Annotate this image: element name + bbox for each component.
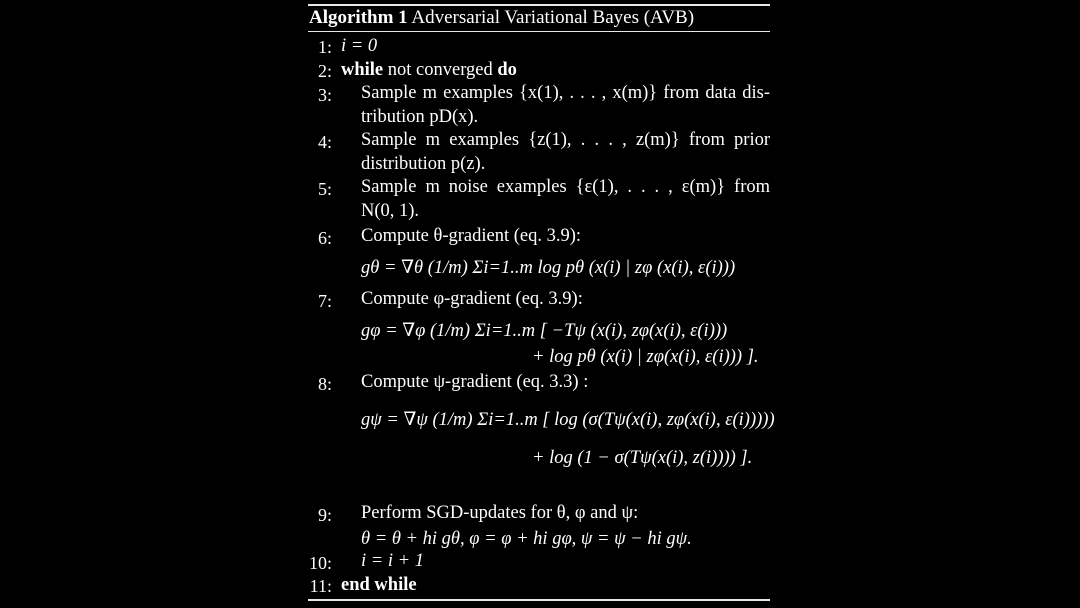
line-number-10: 10: — [308, 553, 332, 573]
line-2-text: not converged — [387, 60, 493, 80]
line-number-1: 1: — [317, 37, 332, 57]
line-number-3: 3: — [317, 85, 332, 105]
line-number-6: 6: — [317, 228, 332, 248]
line-5-text-a: Sample m noise examples {ε(1), . . . , ε(m)} from — [361, 177, 770, 197]
sgd-update-equation: θ = θ + hi gθ, φ = φ + hi gφ, ψ = ψ − hi gψ. — [361, 529, 692, 549]
line-number-11: 11: — [309, 576, 332, 596]
line-number-9: 9: — [317, 505, 332, 525]
line-number-4: 4: — [317, 132, 332, 152]
keyword-end-while: end while — [341, 575, 417, 595]
line-4-text-b: distribution p(z). — [361, 154, 486, 174]
phi-gradient-equation-a: gφ = ∇φ (1/m) Σi=1..m [ −Tψ (x(i), zφ(x(i), ε(i))) — [361, 321, 728, 341]
line-2 — [341, 60, 517, 81]
line-1-text: i = 0 — [341, 36, 378, 56]
algorithm-name: Adversarial Variational Bayes (AVB) — [411, 7, 695, 28]
line-3-text-b: tribution pD(x). — [361, 107, 479, 127]
line-number-8: 8: — [317, 374, 332, 394]
line-number-2: 2: — [317, 61, 332, 81]
theta-gradient-equation: gθ = ∇θ (1/m) Σi=1..m log pθ (x(i) | zφ (x(i), ε(i))) — [361, 258, 736, 278]
line-8-text: Compute ψ-gradient (eq. 3.3) : — [361, 372, 589, 392]
line-4-text-a: Sample m examples {z(1), . . . , z(m)} from prior — [361, 130, 770, 150]
top-rule — [308, 4, 770, 6]
phi-gradient-equation-b: + log pθ (x(i) | zφ(x(i), ε(i))) ]. — [532, 347, 759, 367]
line-5-text-b: N(0, 1). — [361, 201, 420, 221]
title-rule — [308, 31, 770, 32]
psi-gradient-equation-b: + log (1 − σ(Tψ(x(i), z(i)))) ]. — [532, 448, 753, 468]
keyword-do: do — [497, 60, 517, 80]
psi-gradient-equation-a: gψ = ∇ψ (1/m) Σi=1..m [ log (σ(Tψ(x(i), zφ(x(i), ε(i))))) — [361, 410, 775, 430]
line-10-text: i = i + 1 — [361, 551, 424, 571]
algorithm-label: Algorithm 1 — [309, 7, 408, 28]
algorithm-title — [309, 7, 694, 29]
line-6-text: Compute θ-gradient (eq. 3.9): — [361, 226, 582, 246]
bottom-rule — [308, 599, 770, 601]
line-number-7: 7: — [317, 291, 332, 311]
line-7-text: Compute φ-gradient (eq. 3.9): — [361, 289, 583, 309]
line-number-5: 5: — [317, 179, 332, 199]
keyword-while: while — [341, 60, 384, 80]
line-9-text: Perform SGD-updates for θ, φ and ψ: — [361, 503, 639, 523]
line-3-text-a: Sample m examples {x(1), . . . , x(m)} from data dis- — [361, 83, 770, 103]
